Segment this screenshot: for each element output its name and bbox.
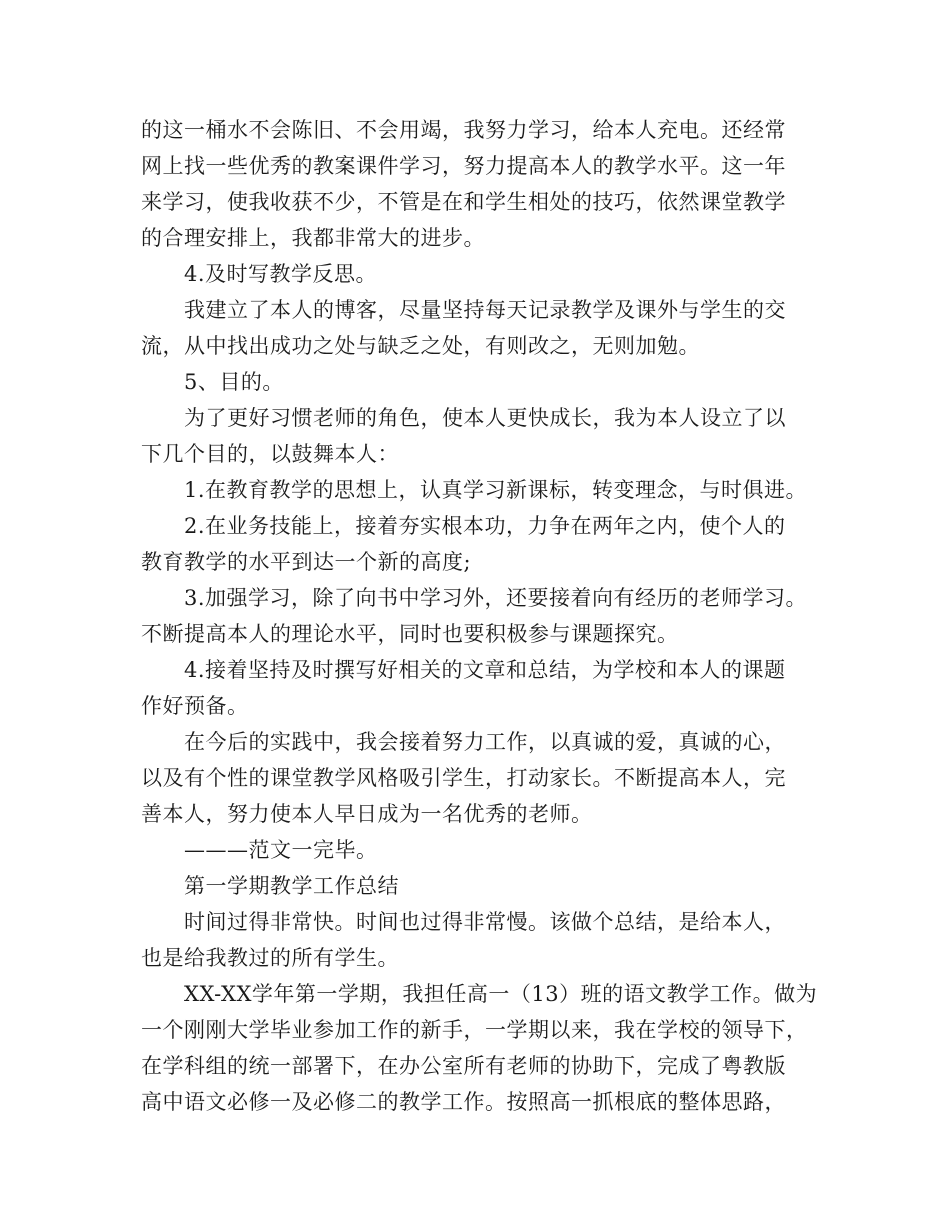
document-body [141, 112, 821, 1120]
text-line: 为了更好习惯老师的角色，使本人更快成长，我为本人设立了以 [184, 406, 786, 430]
text-line: 第一学期教学工作总结 [184, 874, 399, 898]
text-line: 2.在业务技能上，接着夯实根本功，力争在两年之内，使个人的 [184, 514, 786, 538]
text-line: 的这一桶水不会陈旧、不会用竭，我努力学习，给本人充电。还经常 [141, 118, 786, 142]
text-line: XX-XX学年第一学期，我担任高一（13）班的语文教学工作。做为 [184, 982, 818, 1006]
text-line: 在学科组的统一部署下，在办公室所有老师的协助下，完成了粤教版 [141, 1054, 786, 1078]
text-line: 的合理安排上，我都非常大的进步。 [141, 226, 485, 250]
text-line: 教育教学的水平到达一个新的高度; [141, 550, 472, 574]
text-line: 来学习，使我收获不少，不管是在和学生相处的技巧，依然课堂教学 [141, 190, 786, 214]
text-line: 也是给我教过的所有学生。 [141, 946, 399, 970]
text-line: 时间过得非常快。时间也过得非常慢。该做个总结，是给本人， [184, 910, 786, 934]
text-line: 流，从中找出成功之处与缺乏之处，有则改之，无则加勉。 [141, 334, 700, 358]
text-line: 作好预备。 [141, 694, 249, 718]
text-line: 3.加强学习，除了向书中学习外，还要接着向有经历的老师学习。 [184, 586, 808, 610]
text-line: 5、目的。 [184, 370, 284, 394]
text-line: 下几个目的，以鼓舞本人： [141, 442, 399, 466]
text-line: 1.在教育教学的思想上，认真学习新课标，转变理念，与时俱进。 [184, 478, 808, 502]
text-line: 我建立了本人的博客，尽量坚持每天记录教学及课外与学生的交 [184, 298, 786, 322]
text-line: 4.及时写教学反思。 [184, 262, 378, 286]
text-line: 网上找一些优秀的教案课件学习，努力提高本人的教学水平。这一年 [141, 154, 786, 178]
text-line: 善本人，努力使本人早日成为一名优秀的老师。 [141, 802, 593, 826]
text-line: 高中语文必修一及必修二的教学工作。按照高一抓根底的整体思路， [141, 1090, 786, 1114]
text-line: 以及有个性的课堂教学风格吸引学生，打动家长。不断提高本人，完 [141, 766, 786, 790]
text-line: 不断提高本人的理论水平，同时也要积极参与课题探究。 [141, 622, 679, 646]
text-line: 一个刚刚大学毕业参加工作的新手，一学期以来，我在学校的领导下， [141, 1018, 808, 1042]
text-line: 在今后的实践中，我会接着努力工作，以真诚的爱，真诚的心， [184, 730, 786, 754]
text-line: 4.接着坚持及时撰写好相关的文章和总结，为学校和本人的课题 [184, 658, 786, 682]
text-line: ———范文一完毕。 [184, 838, 378, 862]
